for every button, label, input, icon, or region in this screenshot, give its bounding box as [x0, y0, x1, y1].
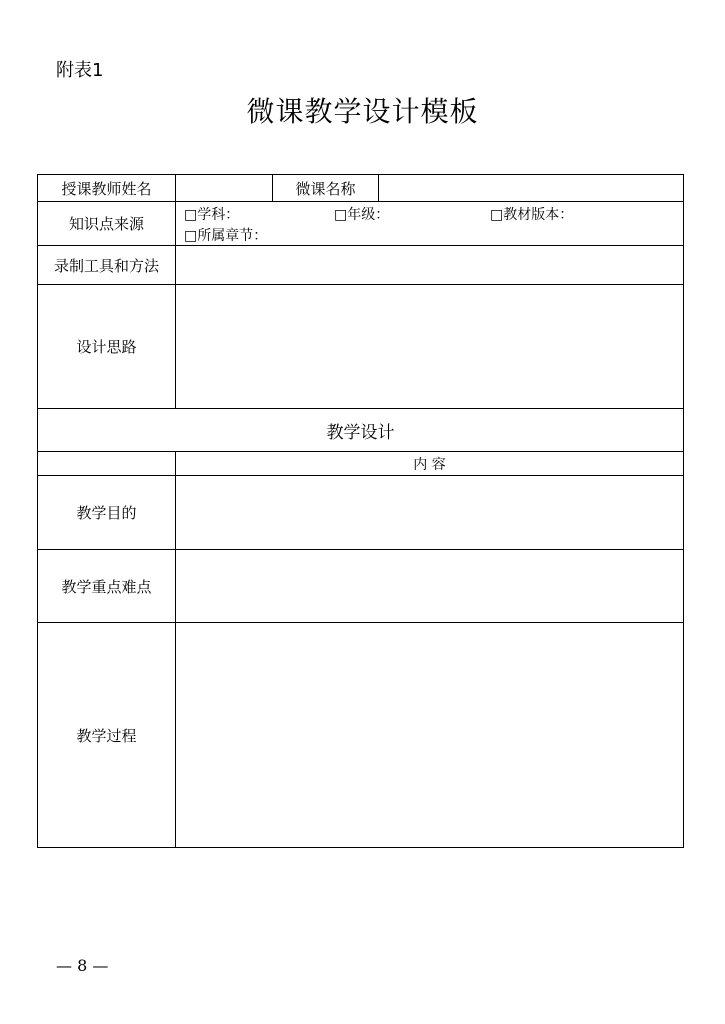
recording-tools-field[interactable] — [176, 246, 683, 284]
page-number: — 8 — — [56, 956, 109, 975]
appendix-label: 附表1 — [56, 60, 104, 81]
textbook-checkbox-option[interactable]: □教材版本： — [490, 207, 574, 223]
teacher-name-label: 授课教师姓名 — [61, 179, 152, 198]
teacher-name-field[interactable] — [176, 175, 272, 201]
recording-tools-label: 录制工具和方法 — [53, 256, 159, 275]
knowledge-source-label: 知识点来源 — [68, 215, 144, 233]
course-name-label: 微课名称 — [295, 179, 356, 198]
course-name-field[interactable] — [379, 175, 683, 201]
teaching-goal-field[interactable] — [176, 476, 683, 549]
design-template-table — [37, 174, 684, 848]
chapter-checkbox-option[interactable]: □所属章节： — [184, 228, 268, 244]
teaching-process-label: 教学过程 — [76, 726, 137, 745]
grade-checkbox-option[interactable]: □年级： — [334, 207, 390, 223]
teaching-goal-label: 教学目的 — [76, 504, 137, 522]
document-title: 微课教学设计模板 — [246, 95, 479, 128]
key-points-field[interactable] — [176, 550, 683, 622]
subject-checkbox-option[interactable]: □学科： — [184, 207, 240, 223]
teaching-design-header: 教学设计 — [326, 422, 395, 443]
teaching-process-field[interactable] — [176, 623, 683, 847]
design-idea-field[interactable] — [176, 285, 683, 408]
content-header: 内 容 — [413, 456, 446, 473]
key-points-label: 教学重点难点 — [61, 577, 152, 596]
design-idea-label: 设计思路 — [76, 338, 137, 356]
